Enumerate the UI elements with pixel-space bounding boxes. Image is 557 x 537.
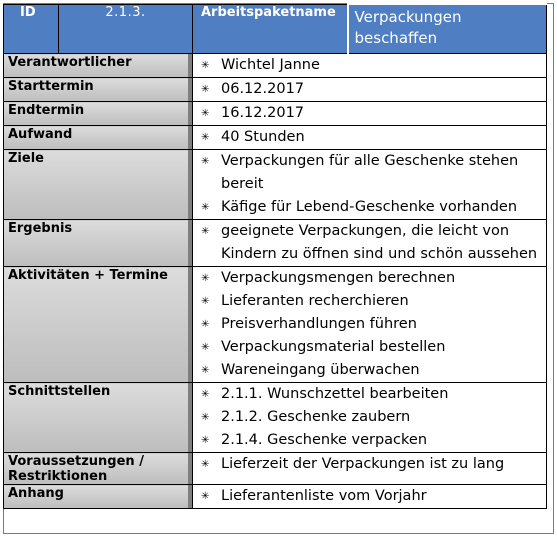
list-item-text: 2.1.4. Geschenke verpacken bbox=[221, 432, 428, 448]
row-content bbox=[193, 78, 547, 102]
row-label: Schnittstellen bbox=[4, 383, 193, 453]
list-item bbox=[199, 429, 540, 452]
row-label: Anhang bbox=[4, 485, 193, 509]
row-label: Aufwand bbox=[4, 126, 193, 150]
asterisk-bullet-icon: ✳ bbox=[201, 491, 210, 502]
asterisk-bullet-icon: ✳ bbox=[201, 342, 210, 353]
list-item-text: Verpackungsmaterial bestellen bbox=[221, 339, 446, 355]
asterisk-bullet-icon: ✳ bbox=[201, 156, 210, 167]
asterisk-bullet-icon: ✳ bbox=[201, 459, 210, 470]
list-item-text: 06.12.2017 bbox=[221, 81, 305, 97]
row-label: Ergebnis bbox=[4, 220, 193, 267]
asterisk-bullet-icon: ✳ bbox=[201, 435, 210, 446]
list-item-text: Wareneingang überwachen bbox=[221, 362, 420, 378]
list-item bbox=[199, 196, 540, 219]
list-item-text: Käfige für Lebend-Geschenke vorhanden bbox=[221, 199, 518, 215]
list-item-text: Lieferanten recherchieren bbox=[221, 293, 409, 309]
list-item-text: 2.1.1. Wunschzettel bearbeiten bbox=[221, 386, 449, 402]
row-content bbox=[193, 453, 547, 485]
bullet-list bbox=[199, 54, 540, 77]
list-item-text: Preisverhandlungen führen bbox=[221, 316, 417, 332]
bullet-list bbox=[199, 102, 540, 125]
row-content bbox=[193, 126, 547, 150]
list-item-text: Lieferantenliste vom Vorjahr bbox=[221, 488, 427, 504]
asterisk-bullet-icon: ✳ bbox=[201, 84, 210, 95]
list-item-text: Wichtel Janne bbox=[221, 57, 320, 73]
list-item bbox=[199, 313, 540, 336]
row-label: Verantwortlicher bbox=[4, 54, 193, 78]
bullet-list bbox=[199, 78, 540, 101]
table-row bbox=[4, 220, 547, 267]
bullet-list bbox=[199, 267, 540, 382]
row-content bbox=[193, 220, 547, 267]
list-item-text: 16.12.2017 bbox=[221, 105, 305, 121]
table-row bbox=[4, 267, 547, 383]
row-content bbox=[193, 485, 547, 509]
bullet-list bbox=[199, 126, 540, 149]
list-item bbox=[199, 383, 540, 406]
work-package-table bbox=[3, 3, 547, 509]
asterisk-bullet-icon: ✳ bbox=[201, 132, 210, 143]
name-value: Verpackungen beschaffen bbox=[348, 4, 547, 54]
list-item bbox=[199, 453, 540, 476]
table-row bbox=[4, 383, 547, 453]
list-item bbox=[199, 150, 540, 196]
list-item bbox=[199, 406, 540, 429]
list-item-text: 2.1.2. Geschenke zaubern bbox=[221, 409, 411, 425]
asterisk-bullet-icon: ✳ bbox=[201, 412, 210, 423]
row-label: Endtermin bbox=[4, 102, 193, 126]
name-label: Arbeitspaketname bbox=[193, 4, 348, 54]
row-label: Starttermin bbox=[4, 78, 193, 102]
list-item bbox=[199, 126, 540, 149]
list-item-text: Verpackungsmengen berechnen bbox=[221, 270, 456, 286]
row-content bbox=[193, 267, 547, 383]
table-row bbox=[4, 453, 547, 485]
list-item bbox=[199, 336, 540, 359]
header-row bbox=[4, 4, 547, 54]
asterisk-bullet-icon: ✳ bbox=[201, 60, 210, 71]
list-item bbox=[199, 267, 540, 290]
row-label: Voraussetzungen / Restriktionen bbox=[4, 453, 193, 485]
table-row bbox=[4, 54, 547, 78]
list-item bbox=[199, 220, 540, 266]
row-label: Ziele bbox=[4, 150, 193, 220]
id-value: 2.1.3. bbox=[59, 4, 193, 54]
asterisk-bullet-icon: ✳ bbox=[201, 389, 210, 400]
asterisk-bullet-icon: ✳ bbox=[201, 202, 210, 213]
asterisk-bullet-icon: ✳ bbox=[201, 319, 210, 330]
table-row bbox=[4, 102, 547, 126]
list-item-text: geeignete Verpackungen, die leicht von Kindern zu öffnen sind und schön aussehen bbox=[221, 223, 538, 262]
table-row bbox=[4, 126, 547, 150]
list-item bbox=[199, 485, 540, 508]
row-content bbox=[193, 102, 547, 126]
bullet-list bbox=[199, 220, 540, 266]
list-item-text: 40 Stunden bbox=[221, 129, 305, 145]
row-content bbox=[193, 54, 547, 78]
list-item bbox=[199, 54, 540, 77]
asterisk-bullet-icon: ✳ bbox=[201, 296, 210, 307]
asterisk-bullet-icon: ✳ bbox=[201, 108, 210, 119]
row-label: Aktivitäten + Termine bbox=[4, 267, 193, 383]
list-item-text: Lieferzeit der Verpackungen ist zu lang bbox=[221, 456, 505, 472]
list-item bbox=[199, 78, 540, 101]
list-item-text: Verpackungen für alle Geschenke stehen bereit bbox=[221, 153, 519, 192]
bullet-list bbox=[199, 383, 540, 452]
table-row bbox=[4, 78, 547, 102]
bullet-list bbox=[199, 150, 540, 219]
list-item bbox=[199, 290, 540, 313]
list-item bbox=[199, 102, 540, 125]
asterisk-bullet-icon: ✳ bbox=[201, 273, 210, 284]
bullet-list bbox=[199, 453, 540, 476]
id-label: ID bbox=[4, 4, 59, 54]
asterisk-bullet-icon: ✳ bbox=[201, 226, 210, 237]
bullet-list bbox=[199, 485, 540, 508]
row-content bbox=[193, 150, 547, 220]
table-row bbox=[4, 150, 547, 220]
table-row bbox=[4, 485, 547, 509]
row-content bbox=[193, 383, 547, 453]
list-item bbox=[199, 359, 540, 382]
asterisk-bullet-icon: ✳ bbox=[201, 365, 210, 376]
